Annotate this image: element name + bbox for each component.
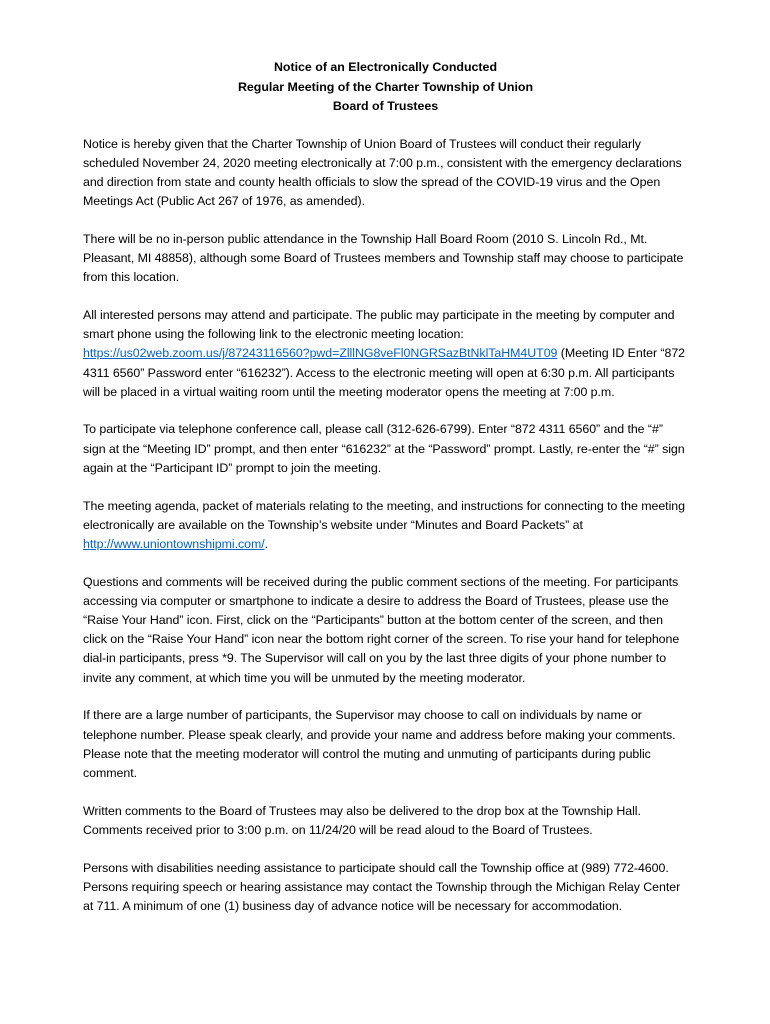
participation-text-before: All interested persons may attend and participate. The public may participate in the meeting by computer and smart phone using the following link to the electronic meeting location: — [83, 307, 675, 342]
paragraph-disabilities: Persons with disabilities needing assistance to participate should call the Township office at (989) 772-4600. Persons requiring speech or hearing assistance may contact the Township through the Michigan Relay Center at 711. A minimum of one (1) business day of advance notice will be necessary for accommodation. — [83, 860, 681, 913]
paragraph-written-comments: Written comments to the Board of Trustees may also be delivered to the drop box at the Township Hall. Comments received prior to 3:00 p.m. on 11/24/20 will be read aloud to the Board of Trustees. — [83, 803, 641, 837]
paragraph-notice: Notice is hereby given that the Charter Township of Union Board of Trustees will conduct their regularly scheduled November 24, 2020 meeting electronically at 7:00 p.m., consistent with the emergency declarations and direction from state and county health officials to slow the spread of the COVID-19 virus and the Open Meetings Act (Public Act 267 of 1976, as amended). — [83, 136, 682, 209]
paragraph-agenda — [83, 497, 688, 555]
agenda-text-after: . — [264, 536, 269, 551]
title-line-1: Notice of an Electronically Conducted — [273, 60, 498, 74]
document-title — [83, 58, 688, 117]
zoom-meeting-link[interactable]: https://us02web.zoom.us/j/87243116560?pwd=ZlllNG8veFl0NGRSazBtNklTaHM4UT09 — [83, 346, 558, 361]
paragraph-telephone: To participate via telephone conference call, please call (312-626-6799). Enter “872 4311 6560” and the “#” sign at the “Meeting ID” prompt, and then enter “616232” at the “Password” prompt. Lastly, re-enter the “#” sign again at the “Participant ID” prompt to join the meeting. — [83, 422, 685, 475]
paragraph-no-in-person: There will be no in-person public attendance in the Township Hall Board Room (2010 S. Lincoln Rd., Mt. Pleasant, MI 48858), although some Board of Trustees members and Township staff may choose to participate from this location. — [83, 231, 684, 285]
township-website-link[interactable]: http://www.uniontownshipmi.com/ — [83, 536, 265, 551]
participation-text-after: (Meeting ID Enter “872 4311 6560” Password enter “616232”). Access to the electronic meeting will open at 6:30 p.m. All participants will be placed in a virtual waiting room until the meeting moderator opens the meeting at 7:00 p.m. — [83, 346, 686, 399]
document-page — [83, 58, 688, 935]
title-line-3: Board of Trustees — [332, 99, 439, 113]
paragraph-participation — [83, 306, 688, 402]
paragraph-questions: Questions and comments will be received during the public comment sections of the meeting. For participants accessing via computer or smartphone to indicate a desire to address the Board of Trustees, please use the “Raise Your Hand” icon. First, click on the “Participants” button at the bottom center of the screen, and then click on the “Raise Your Hand” icon near the bottom right corner of the screen. To rise your hand for telephone dial-in participants, press *9. The Supervisor will call on you by the last three digits of your phone number to invite any comment, at which time you will be unmuted by the meeting moderator. — [83, 574, 680, 685]
paragraph-large-number: If there are a large number of participants, the Supervisor may choose to call on individuals by name or telephone number. Please speak clearly, and provide your name and address before making your comments. Please note that the meeting moderator will control the muting and unmuting of participants during public comment. — [83, 708, 676, 780]
title-line-2: Regular Meeting of the Charter Township of Union — [237, 79, 534, 94]
agenda-text-before: The meeting agenda, packet of materials relating to the meeting, and instructions for connecting to the meeting electronically are available on the Township’s website under “Minutes and Board Packets” at — [83, 498, 685, 532]
